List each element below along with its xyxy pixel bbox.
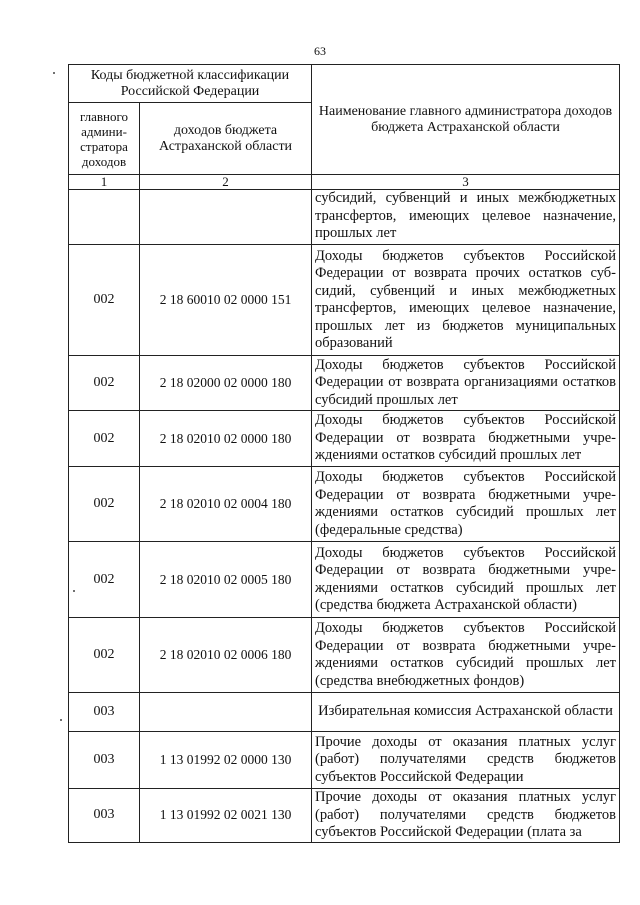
table-row bbox=[69, 618, 620, 693]
table-row bbox=[69, 411, 620, 467]
revenue-code: 2 18 02000 02 0000 180 bbox=[140, 356, 312, 411]
col3-header: Наименование главного администратора доходов бюджета Астраханской области bbox=[312, 65, 620, 175]
table-row bbox=[69, 789, 620, 843]
revenue-code bbox=[140, 190, 312, 245]
revenue-name: Доходы бюджетов субъектов Российской Федерации от возврата бюджетными учре-ждениями остатков субсидий прошлых лет (средства бюджета Астраханской области) bbox=[312, 542, 620, 618]
admin-code: 002 bbox=[69, 245, 140, 356]
admin-code: 003 bbox=[69, 789, 140, 843]
table-row bbox=[69, 542, 620, 618]
admin-code: 003 bbox=[69, 693, 140, 732]
revenue-code: 2 18 02010 02 0005 180 bbox=[140, 542, 312, 618]
revenue-code: 1 13 01992 02 0000 130 bbox=[140, 732, 312, 789]
admin-code bbox=[69, 190, 140, 245]
admin-code: 002 bbox=[69, 411, 140, 467]
table-row bbox=[69, 190, 620, 245]
column-number-row bbox=[69, 175, 620, 190]
revenue-name: субсидий, субвенций и иных межбюджетных трансфертов, имеющих целевое назначение, прошлых лет bbox=[312, 190, 620, 245]
table-row bbox=[69, 356, 620, 411]
revenue-code bbox=[140, 693, 312, 732]
revenue-code: 2 18 02010 02 0006 180 bbox=[140, 618, 312, 693]
admin-code: 002 bbox=[69, 356, 140, 411]
header-row bbox=[69, 65, 620, 103]
col-number: 2 bbox=[140, 175, 312, 190]
table-row bbox=[69, 245, 620, 356]
revenue-name: Доходы бюджетов субъектов Российской Федерации от возврата бюджетными учре-ждениями остатков субсидий прошлых лет (средства внебюджетных фондов) bbox=[312, 618, 620, 693]
revenue-name: Избирательная комиссия Астраханской области bbox=[312, 693, 620, 732]
admin-code: 003 bbox=[69, 732, 140, 789]
table-row bbox=[69, 732, 620, 789]
scan-speck bbox=[60, 719, 62, 721]
admin-code: 002 bbox=[69, 618, 140, 693]
col1-header: главного админи-стратора доходов bbox=[69, 103, 140, 175]
revenue-code: 2 18 60010 02 0000 151 bbox=[140, 245, 312, 356]
revenue-name: Доходы бюджетов субъектов Российской Федерации от возврата прочих остатков суб-сидий, субвенций и иных межбюджетных трансфертов, имеющих целевое назначение, прошлых лет из бюджетов муниципальных образований bbox=[312, 245, 620, 356]
budget-classification-table bbox=[68, 64, 620, 843]
scan-speck bbox=[53, 72, 55, 74]
revenue-name: Доходы бюджетов субъектов Российской Федерации от возврата организациями остатков субсидий прошлых лет bbox=[312, 356, 620, 411]
codes-group-header: Коды бюджетной классификации Российской Федерации bbox=[69, 65, 312, 103]
col-number: 1 bbox=[69, 175, 140, 190]
revenue-name: Прочие доходы от оказания платных услуг (работ) получателями средств бюджетов субъектов Российской Федерации (плата за bbox=[312, 789, 620, 843]
revenue-code: 1 13 01992 02 0021 130 bbox=[140, 789, 312, 843]
revenue-name: Прочие доходы от оказания платных услуг (работ) получателями средств бюджетов субъектов Российской Федерации bbox=[312, 732, 620, 789]
table-row bbox=[69, 693, 620, 732]
revenue-name: Доходы бюджетов субъектов Российской Федерации от возврата бюджетными учре-ждениями остатков субсидий прошлых лет (федеральные средства) bbox=[312, 467, 620, 542]
admin-code: 002 bbox=[69, 542, 140, 618]
revenue-name: Доходы бюджетов субъектов Российской Федерации от возврата бюджетными учре-ждениями остатков субсидий прошлых лет bbox=[312, 411, 620, 467]
table-row bbox=[69, 467, 620, 542]
admin-code: 002 bbox=[69, 467, 140, 542]
revenue-code: 2 18 02010 02 0000 180 bbox=[140, 411, 312, 467]
col2-header: доходов бюджета Астраханской области bbox=[140, 103, 312, 175]
page-number: 63 bbox=[314, 44, 326, 58]
revenue-code: 2 18 02010 02 0004 180 bbox=[140, 467, 312, 542]
col-number: 3 bbox=[312, 175, 620, 190]
